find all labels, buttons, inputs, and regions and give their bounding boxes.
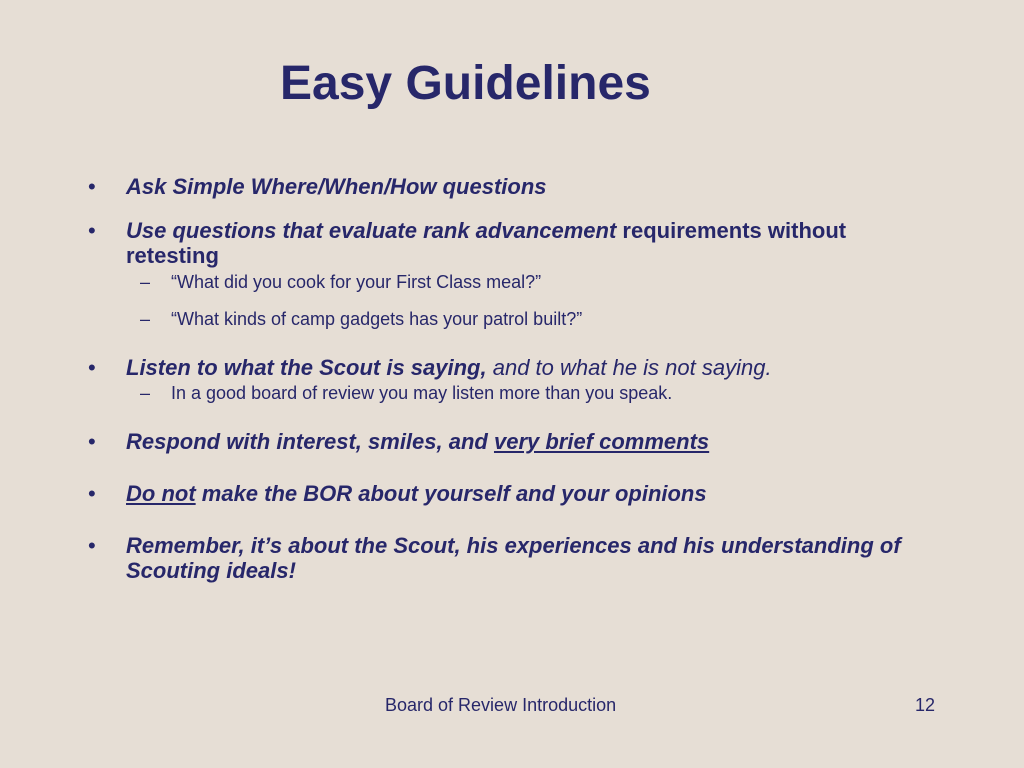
bullet-remember — [88, 533, 908, 583]
bullet-text: requirements without retesting — [126, 218, 847, 268]
bullet-marker: • — [88, 218, 96, 243]
sub-bullet-marker: – — [140, 383, 151, 403]
footer-title: Board of Review Introduction — [385, 695, 617, 715]
bullet-marker: • — [88, 429, 96, 454]
sub-bullet-text: “What kinds of camp gadgets has your patrol built?” — [171, 309, 583, 329]
bullet-text-emphasis: Use questions that evaluate rank advancement — [126, 218, 617, 243]
bullet-text: make the BOR about yourself and your opinions — [195, 481, 707, 506]
bullet-do-not — [88, 481, 908, 506]
bullet-text-emphasis: Listen to what the Scout is saying, — [126, 355, 487, 380]
bullet-text-underlined: Do not — [126, 481, 196, 506]
bullet-marker: • — [88, 174, 96, 199]
bullet-marker: • — [88, 533, 96, 558]
bullet-marker: • — [88, 481, 96, 506]
bullet-text: Ask Simple Where/When/How questions — [126, 174, 547, 199]
bullet-marker: • — [88, 355, 96, 380]
slide-title: Easy Guidelines — [280, 57, 651, 110]
sub-bullet-text: “What did you cook for your First Class meal?” — [171, 272, 542, 292]
bullet-text: Remember, it’s about the Scout, his experiences and his understanding of Scouting ideals! — [126, 533, 901, 583]
bullet-text: Respond with interest, smiles, and — [126, 429, 494, 454]
sub-bullet-marker: – — [140, 272, 151, 292]
sub-bullet-text: In a good board of review you may listen more than you speak. — [171, 383, 673, 403]
sub-bullet-gadgets — [140, 308, 920, 330]
bullet-use-questions — [88, 218, 908, 268]
bullet-listen — [88, 355, 908, 380]
bullet-text-underlined: very brief comments — [493, 429, 710, 454]
slide-number: 12 — [915, 695, 936, 715]
bullet-text: and to what he is not saying. — [486, 355, 772, 380]
bullet-ask-simple — [88, 174, 908, 199]
sub-bullet-cook — [140, 271, 920, 293]
sub-bullet-marker: – — [140, 309, 151, 329]
sub-bullet-listen-more — [140, 382, 920, 404]
bullet-respond — [88, 429, 908, 454]
